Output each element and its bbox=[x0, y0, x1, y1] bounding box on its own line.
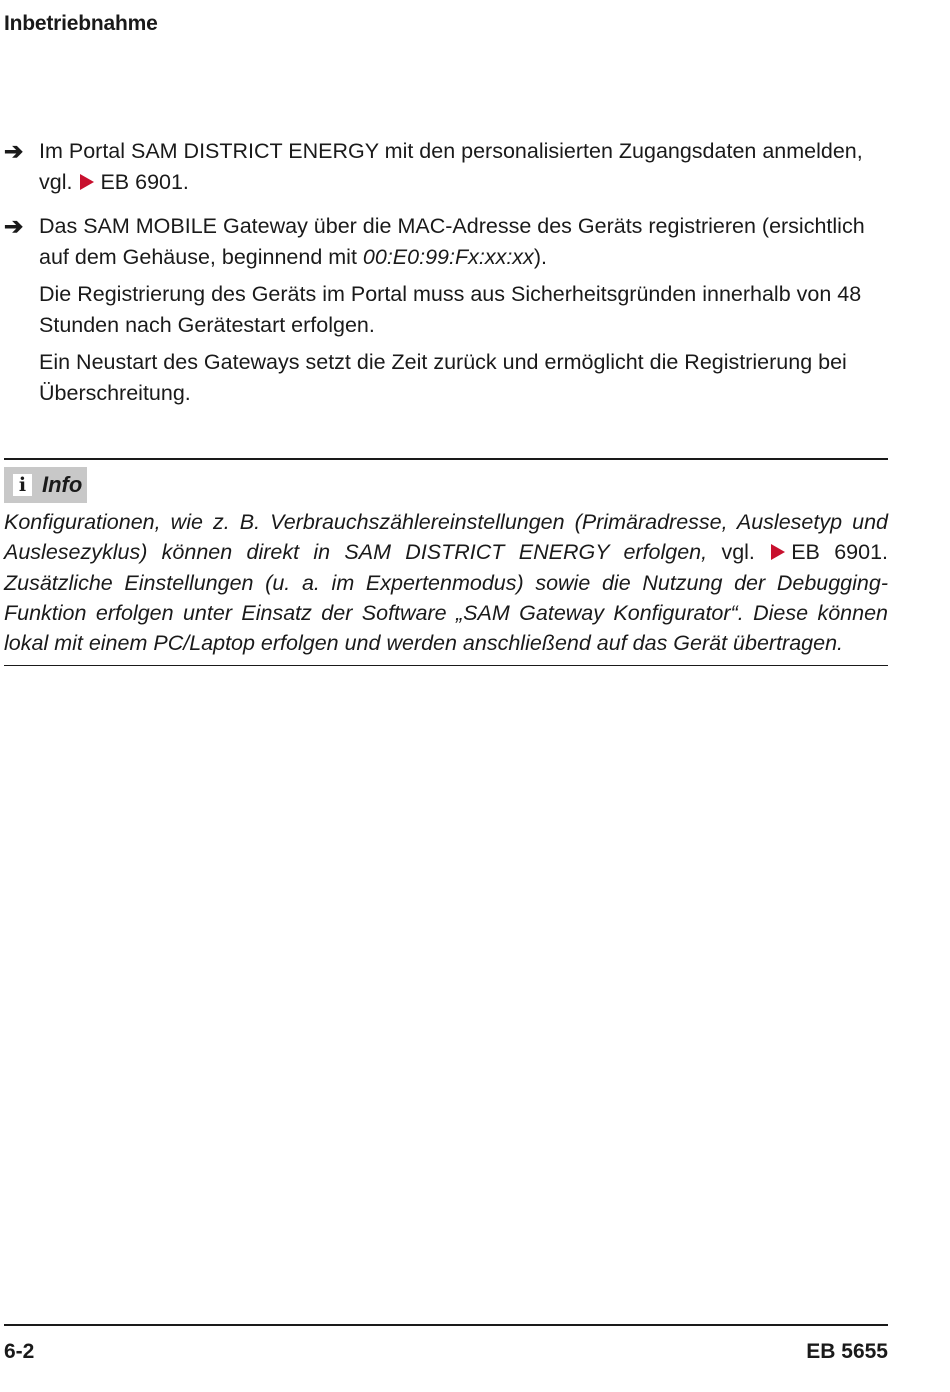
instruction-step-2 bbox=[4, 211, 874, 272]
page-number: 6-2 bbox=[4, 1340, 35, 1363]
page-header-title: Inbetriebnahme bbox=[4, 12, 158, 35]
mac-address-prefix: 00:E0:99:Fx:xx:xx bbox=[362, 244, 534, 269]
restart-note: Ein Neustart des Gateways setzt die Zeit zurück und ermöglicht die Registrierung bei Überschreitung. bbox=[39, 350, 847, 405]
info-label: Info bbox=[42, 472, 83, 497]
arrow-right-icon: ➔ bbox=[4, 213, 24, 239]
info-icon: i bbox=[13, 474, 32, 496]
registration-note: Die Registrierung des Geräts im Portal muss aus Sicherheitsgründen innerhalb von 48 Stunden nach Gerätestart erfolgen. bbox=[39, 282, 862, 337]
step-2-text: Das SAM MOBILE Gateway über die MAC-Adresse des Geräts registrieren (ersichtlich auf dem Gehäuse, beginnend mit bbox=[39, 214, 865, 269]
instruction-step-1 bbox=[4, 136, 874, 197]
info-text-part-1: Konfigurationen, wie z. B. Verbrauchszählereinstellungen (Primäradresse, Auslesetyp und Auslesezyklus) können direkt in SAM DISTRICT ENERGY erfolgen, bbox=[4, 510, 888, 565]
step-1-reference-link[interactable]: EB 6901. bbox=[100, 169, 189, 194]
info-reference-link[interactable]: EB 6901. bbox=[791, 540, 889, 565]
document-id: EB 5655 bbox=[806, 1340, 888, 1363]
footer-divider bbox=[4, 1324, 888, 1326]
info-text bbox=[4, 507, 888, 658]
step-1-text: Im Portal SAM DISTRICT ENERGY mit den personalisierten Zugangsdaten anmelden, vgl. bbox=[39, 139, 863, 194]
info-top-divider bbox=[4, 458, 888, 460]
info-bottom-divider bbox=[4, 665, 888, 666]
step-2-text-end: ). bbox=[533, 244, 547, 269]
info-vgl: vgl. bbox=[721, 540, 755, 565]
info-tag bbox=[4, 467, 87, 503]
cross-reference-triangle-icon bbox=[80, 174, 94, 190]
info-text-part-2: Zusätzliche Einstellungen (u. a. im Expertenmodus) sowie die Nutzung der Debugging-Funktion erfolgen unter Einsatz der Software „SAM Gateway Konfigurator“. Diese können lokal mit einem PC/Laptop erfolgen und werden anschließend auf das Gerät übertragen. bbox=[4, 570, 888, 656]
arrow-right-icon: ➔ bbox=[4, 138, 24, 164]
cross-reference-triangle-icon bbox=[771, 544, 785, 560]
